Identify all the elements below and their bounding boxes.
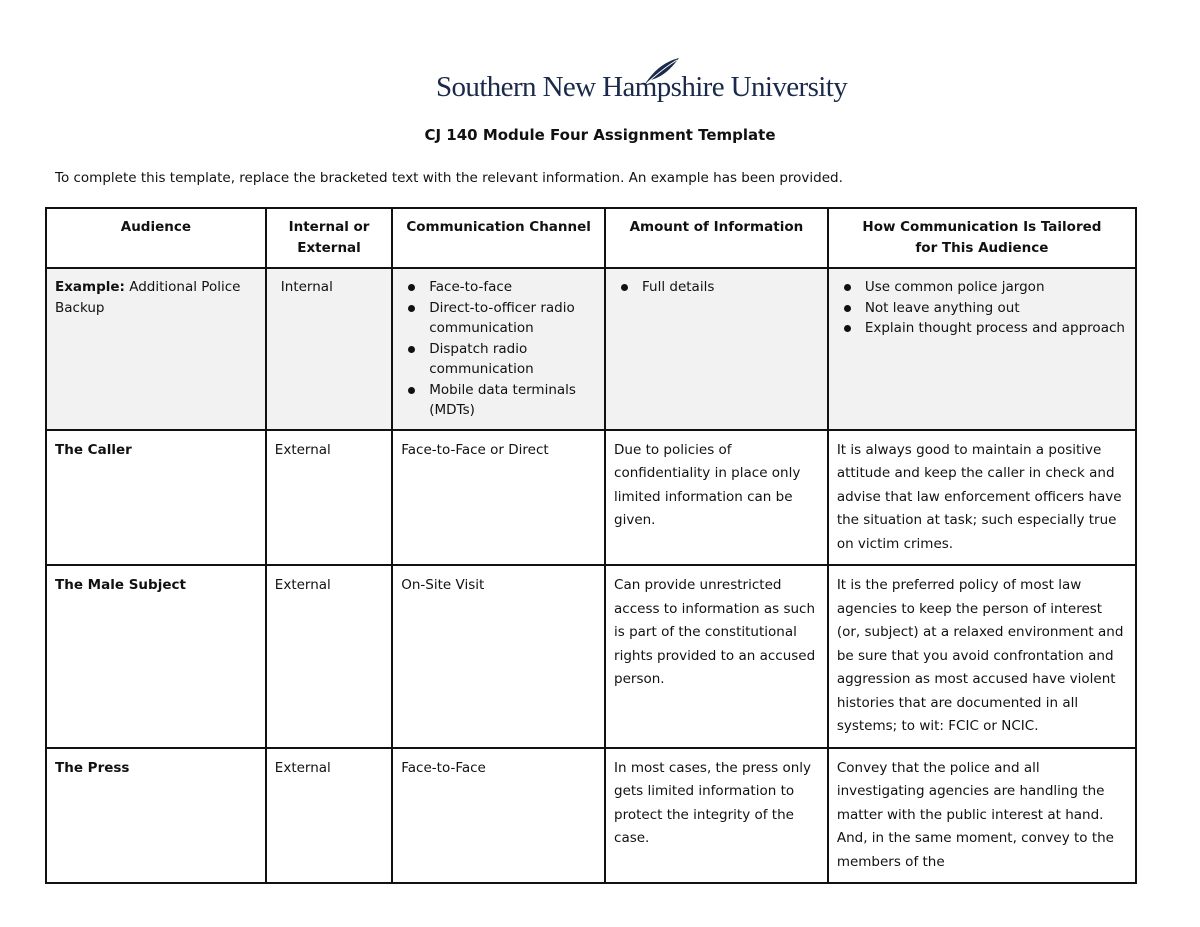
list-item: Use common police jargon	[837, 277, 1127, 298]
list-item: Dispatch radio communication	[401, 339, 596, 380]
header-channel: Communication Channel	[392, 208, 605, 268]
list-item: Mobile data terminals (MDTs)	[401, 380, 596, 421]
header-tailored: How Communication Is Tailored for This Audience	[828, 208, 1136, 268]
example-channel-cell	[392, 268, 605, 430]
table-row	[46, 748, 1136, 884]
channel-cell: Face-to-Face	[392, 748, 605, 884]
document-title: CJ 140 Module Four Assignment Template	[424, 126, 776, 144]
tailored-cell: It is the preferred policy of most law agencies to keep the person of interest (or, subject) at a relaxed environment and be sure that you avoid confrontation and aggression as most accused have violent histories that are documented in all systems; to wit: FCIC or NCIC.	[828, 565, 1136, 748]
instructions-text: To complete this template, replace the bracketed text with the relevant information. An example has been provided.	[55, 170, 843, 186]
list-item: Face-to-face	[401, 277, 596, 298]
list-item: Direct-to-officer radio communication	[401, 298, 596, 339]
amount-cell: Can provide unrestricted access to information as such is part of the constitutional rights provided to an accused person.	[605, 565, 828, 748]
table-row	[46, 430, 1136, 566]
amount-cell: In most cases, the press only gets limited information to protect the integrity of the case.	[605, 748, 828, 884]
header-amount: Amount of Information	[605, 208, 828, 268]
example-tailored-cell	[828, 268, 1136, 430]
channel-cell: Face-to-Face or Direct	[392, 430, 605, 566]
example-audience-cell: Example: Additional Police Backup	[46, 268, 266, 430]
audience-cell: The Press	[46, 748, 266, 884]
header-internal-external: Internal or External	[266, 208, 392, 268]
list-item: Explain thought process and approach	[837, 318, 1127, 339]
table-header-row	[46, 208, 1136, 268]
university-logo	[436, 56, 848, 108]
amount-cell: Due to policies of confidentiality in place only limited information can be given.	[605, 430, 828, 566]
table-row-example	[46, 268, 1136, 430]
logo-wordmark: Southern New Hampshire University	[436, 71, 848, 103]
communication-table	[45, 207, 1137, 884]
list-item: Full details	[614, 277, 819, 298]
header-audience: Audience	[46, 208, 266, 268]
list-item: Not leave anything out	[837, 298, 1127, 319]
example-type-cell: Internal	[266, 268, 392, 430]
type-cell: External	[266, 565, 392, 748]
type-cell: External	[266, 430, 392, 566]
table-row	[46, 565, 1136, 748]
example-amount-cell	[605, 268, 828, 430]
channel-cell: On-Site Visit	[392, 565, 605, 748]
tailored-cell: Convey that the police and all investigating agencies are handling the matter with the public interest at hand. And, in the same moment, convey to the members of the	[828, 748, 1136, 884]
type-cell: External	[266, 748, 392, 884]
audience-cell: The Male Subject	[46, 565, 266, 748]
tailored-cell: It is always good to maintain a positive attitude and keep the caller in check and advise that law enforcement officers have the situation at task; such especially true on victim crimes.	[828, 430, 1136, 566]
audience-cell: The Caller	[46, 430, 266, 566]
